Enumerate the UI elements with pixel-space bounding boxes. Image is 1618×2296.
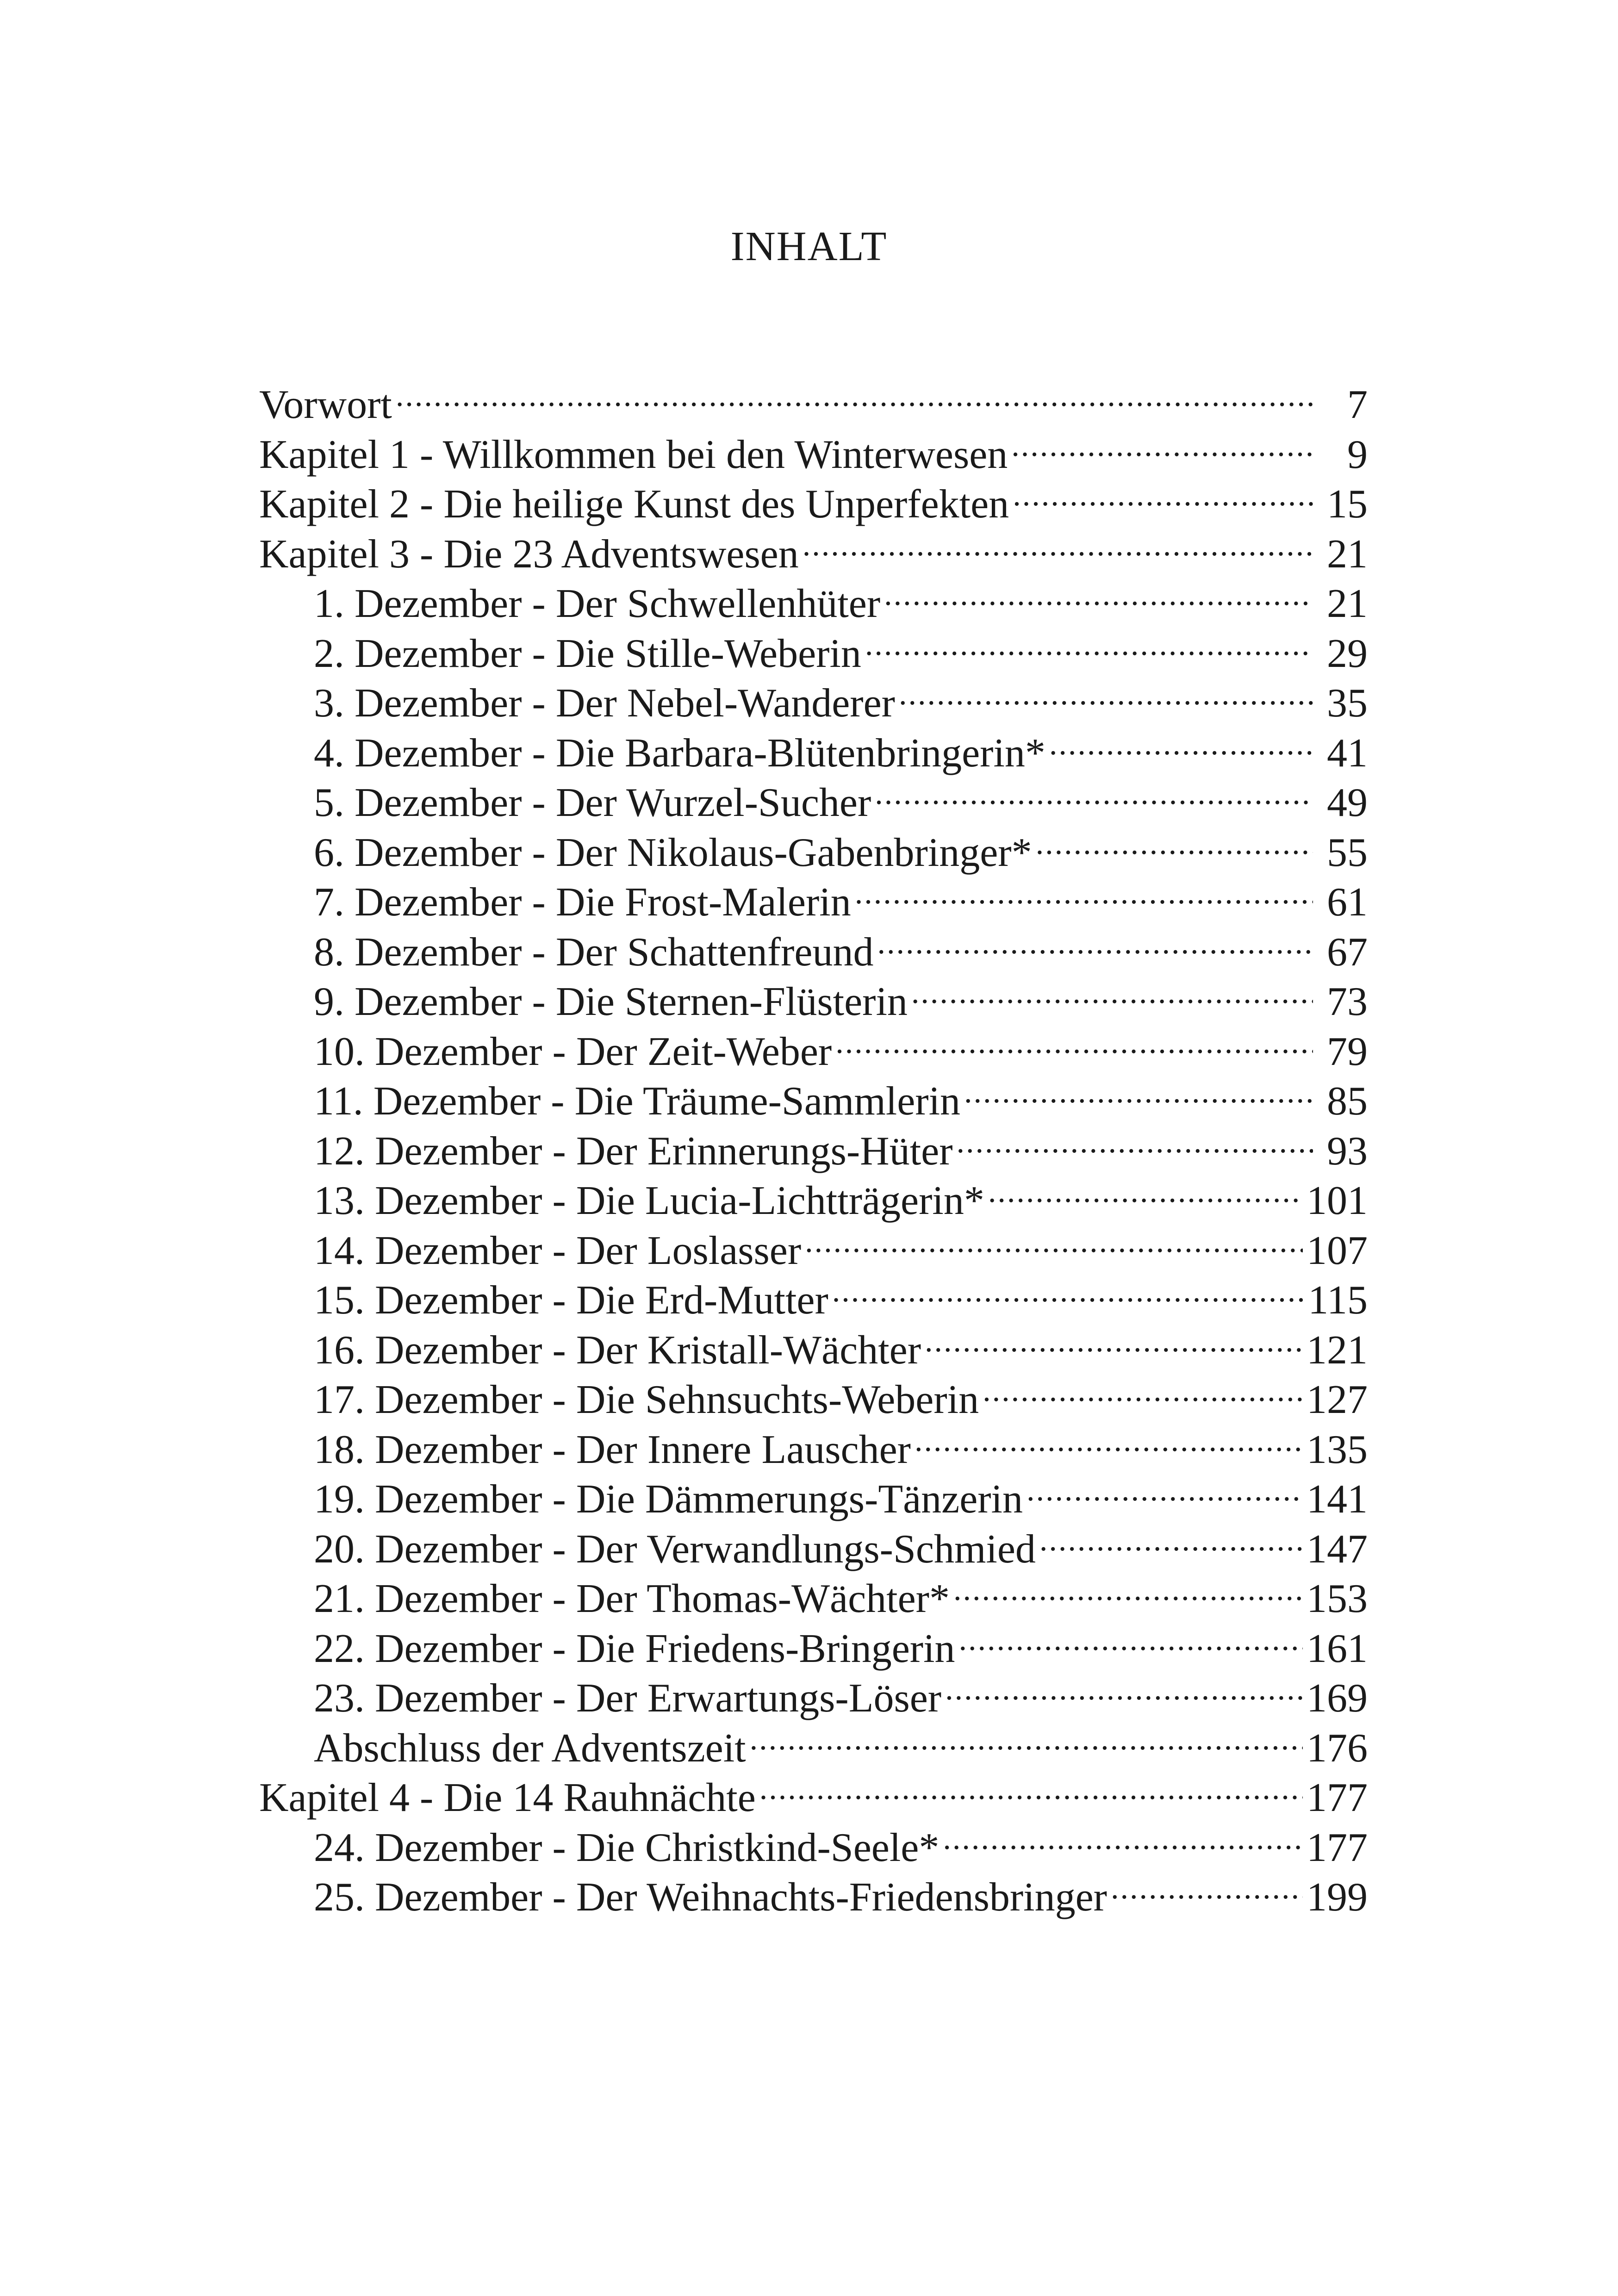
dot-leader — [1036, 825, 1313, 866]
dot-leader — [803, 527, 1313, 567]
toc-entry-page-number: 169 — [1307, 1676, 1368, 1721]
dot-leader — [964, 1074, 1313, 1114]
toc-entry — [259, 1671, 1368, 1721]
toc-entry-page-number: 73 — [1327, 979, 1368, 1024]
toc-entry-label: Abschluss der Adventszeit — [314, 1725, 746, 1771]
toc-entry-label: 16. Dezember - Der Kristall-Wächter — [314, 1327, 921, 1373]
toc-entry-label: 4. Dezember - Die Barbara-Blütenbringerin* — [314, 730, 1045, 776]
toc-entry-page-number: 61 — [1327, 880, 1368, 925]
toc-entry — [259, 676, 1368, 726]
toc-entry-label: 8. Dezember - Der Schattenfreund — [314, 929, 874, 975]
toc-entry-label: 1. Dezember - Der Schwellenhüter — [314, 581, 881, 626]
dot-leader — [899, 676, 1313, 716]
toc-entry-label: Kapitel 4 - Die 14 Rauhnächte — [259, 1775, 756, 1820]
toc-entry — [259, 1820, 1368, 1870]
toc-entry-page-number: 7 — [1347, 382, 1368, 427]
dot-leader — [983, 1372, 1303, 1413]
toc-entry-label: 13. Dezember - Die Lucia-Lichtträgerin* — [314, 1178, 984, 1223]
toc-entry — [259, 925, 1368, 975]
toc-entry-label: 21. Dezember - Der Thomas-Wächter* — [314, 1576, 950, 1621]
toc-entry-label: 19. Dezember - Die Dämmerungs-Tänzerin — [314, 1477, 1023, 1522]
toc-entry-page-number: 29 — [1327, 631, 1368, 676]
toc-entry-label: 18. Dezember - Der Innere Lauscher — [314, 1427, 911, 1472]
dot-leader — [957, 1124, 1313, 1164]
toc-entry — [259, 1721, 1368, 1771]
toc-entry-page-number: 135 — [1307, 1427, 1368, 1472]
page-title: INHALT — [730, 224, 888, 269]
toc-entry — [259, 1323, 1368, 1373]
toc-entry-label: Vorwort — [259, 382, 392, 427]
toc-entry — [259, 726, 1368, 776]
dot-leader — [759, 1770, 1303, 1811]
toc-entry-label: 14. Dezember - Der Loslasser — [314, 1228, 802, 1273]
toc-entry-label: 3. Dezember - Der Nebel-Wanderer — [314, 681, 895, 726]
toc-entry-label: 24. Dezember - Die Christkind-Seele* — [314, 1825, 940, 1870]
toc-entry-label: 20. Dezember - Der Verwandlungs-Schmied — [314, 1526, 1036, 1572]
dot-leader — [877, 925, 1313, 965]
toc-entry-page-number: 115 — [1308, 1278, 1368, 1323]
toc-entry-page-number: 85 — [1327, 1079, 1368, 1124]
dot-leader — [1049, 726, 1313, 766]
toc-entry-page-number: 41 — [1327, 730, 1368, 776]
dot-leader — [1111, 1870, 1303, 1910]
dot-leader — [1039, 1522, 1303, 1562]
dot-leader — [911, 974, 1313, 1015]
toc-entry-label: 15. Dezember - Die Erd-Mutter — [314, 1278, 828, 1323]
dot-leader — [835, 1024, 1313, 1065]
dot-leader — [805, 1223, 1303, 1264]
dot-leader — [396, 377, 1313, 418]
toc-entry-page-number: 107 — [1307, 1228, 1368, 1273]
toc-entry — [259, 576, 1368, 626]
toc-entry — [259, 875, 1368, 925]
toc-entry-page-number: 147 — [1307, 1526, 1368, 1572]
toc-entry-label: 5. Dezember - Der Wurzel-Sucher — [314, 780, 871, 825]
toc-entry — [259, 1124, 1368, 1174]
dot-leader — [832, 1273, 1304, 1313]
dot-leader — [750, 1721, 1303, 1761]
toc-entry-page-number: 93 — [1327, 1128, 1368, 1174]
toc-entry — [259, 825, 1368, 875]
toc-entry-label: 12. Dezember - Der Erinnerungs-Hüter — [314, 1128, 953, 1174]
toc-entry-page-number: 127 — [1307, 1377, 1368, 1422]
toc-entry — [259, 1422, 1368, 1472]
dot-leader — [875, 775, 1313, 816]
toc-entry — [259, 527, 1368, 577]
toc-entry — [259, 1472, 1368, 1522]
toc-entry — [259, 377, 1368, 427]
toc-entry — [259, 974, 1368, 1024]
toc-entry — [259, 1372, 1368, 1422]
toc-entry-label: 2. Dezember - Die Stille-Weberin — [314, 631, 861, 676]
dot-leader — [959, 1621, 1303, 1662]
toc-entry-page-number: 176 — [1307, 1725, 1368, 1771]
dot-leader — [855, 875, 1313, 915]
toc-entry-page-number: 35 — [1327, 681, 1368, 726]
toc-entry — [259, 1024, 1368, 1074]
toc-entry — [259, 1621, 1368, 1671]
toc-entry-page-number: 161 — [1307, 1626, 1368, 1671]
toc-entry-page-number: 153 — [1307, 1576, 1368, 1621]
toc-entry-label: 6. Dezember - Der Nikolaus-Gabenbringer* — [314, 830, 1032, 875]
toc-entry-label: 11. Dezember - Die Träume-Sammlerin — [314, 1079, 961, 1124]
toc-entry — [259, 1074, 1368, 1124]
toc-entry — [259, 626, 1368, 676]
toc-entry-page-number: 21 — [1327, 531, 1368, 577]
toc-entry — [259, 477, 1368, 527]
toc-entry — [259, 1273, 1368, 1323]
toc-entry — [259, 427, 1368, 477]
toc-entry-page-number: 199 — [1307, 1875, 1368, 1920]
toc-entry-label: 25. Dezember - Der Weihnachts-Friedensbringer — [314, 1875, 1107, 1920]
dot-leader — [943, 1820, 1303, 1861]
dot-leader — [1011, 427, 1313, 468]
toc-entry-page-number: 49 — [1327, 780, 1368, 825]
toc-entry-page-number: 9 — [1347, 432, 1368, 477]
toc-entry-page-number: 177 — [1307, 1775, 1368, 1820]
toc-entry-page-number: 101 — [1307, 1178, 1368, 1223]
toc-entry-label: 17. Dezember - Die Sehnsuchts-Weberin — [314, 1377, 979, 1422]
toc-entry-label: 10. Dezember - Der Zeit-Weber — [314, 1029, 832, 1074]
toc-entry-page-number: 21 — [1327, 581, 1368, 626]
toc-entry-label: 7. Dezember - Die Frost-Malerin — [314, 880, 851, 925]
toc-entry-page-number: 121 — [1307, 1327, 1368, 1373]
dot-leader — [1013, 477, 1313, 517]
toc-entry-page-number: 55 — [1327, 830, 1368, 875]
dot-leader — [915, 1422, 1303, 1463]
dot-leader — [1027, 1472, 1303, 1512]
toc-entry — [259, 1173, 1368, 1223]
toc-entry — [259, 1571, 1368, 1621]
dot-leader — [925, 1323, 1303, 1363]
toc-entry-label: 9. Dezember - Die Sternen-Flüsterin — [314, 979, 908, 1024]
toc-entry — [259, 1522, 1368, 1572]
toc-entry-label: 23. Dezember - Der Erwartungs-Löser — [314, 1676, 942, 1721]
toc-entry — [259, 1770, 1368, 1820]
toc-entry — [259, 775, 1368, 825]
dot-leader — [988, 1173, 1303, 1214]
toc-entry-label: Kapitel 1 - Willkommen bei den Winterwesen — [259, 432, 1008, 477]
dot-leader — [884, 576, 1313, 617]
toc-entry-page-number: 15 — [1327, 482, 1368, 527]
toc-entry-page-number: 67 — [1327, 929, 1368, 975]
toc-entry-page-number: 177 — [1307, 1825, 1368, 1870]
dot-leader — [865, 626, 1313, 667]
toc-entry-label: Kapitel 3 - Die 23 Adventswesen — [259, 531, 799, 577]
dot-leader — [945, 1671, 1303, 1711]
toc-entry — [259, 1870, 1368, 1920]
dot-leader — [953, 1571, 1303, 1612]
toc-entry — [259, 1223, 1368, 1273]
toc-entry-page-number: 79 — [1327, 1029, 1368, 1074]
table-of-contents — [259, 377, 1368, 1920]
toc-entry-label: 22. Dezember - Die Friedens-Bringerin — [314, 1626, 955, 1671]
toc-entry-page-number: 141 — [1307, 1477, 1368, 1522]
toc-entry-label: Kapitel 2 - Die heilige Kunst des Unperfekten — [259, 482, 1009, 527]
